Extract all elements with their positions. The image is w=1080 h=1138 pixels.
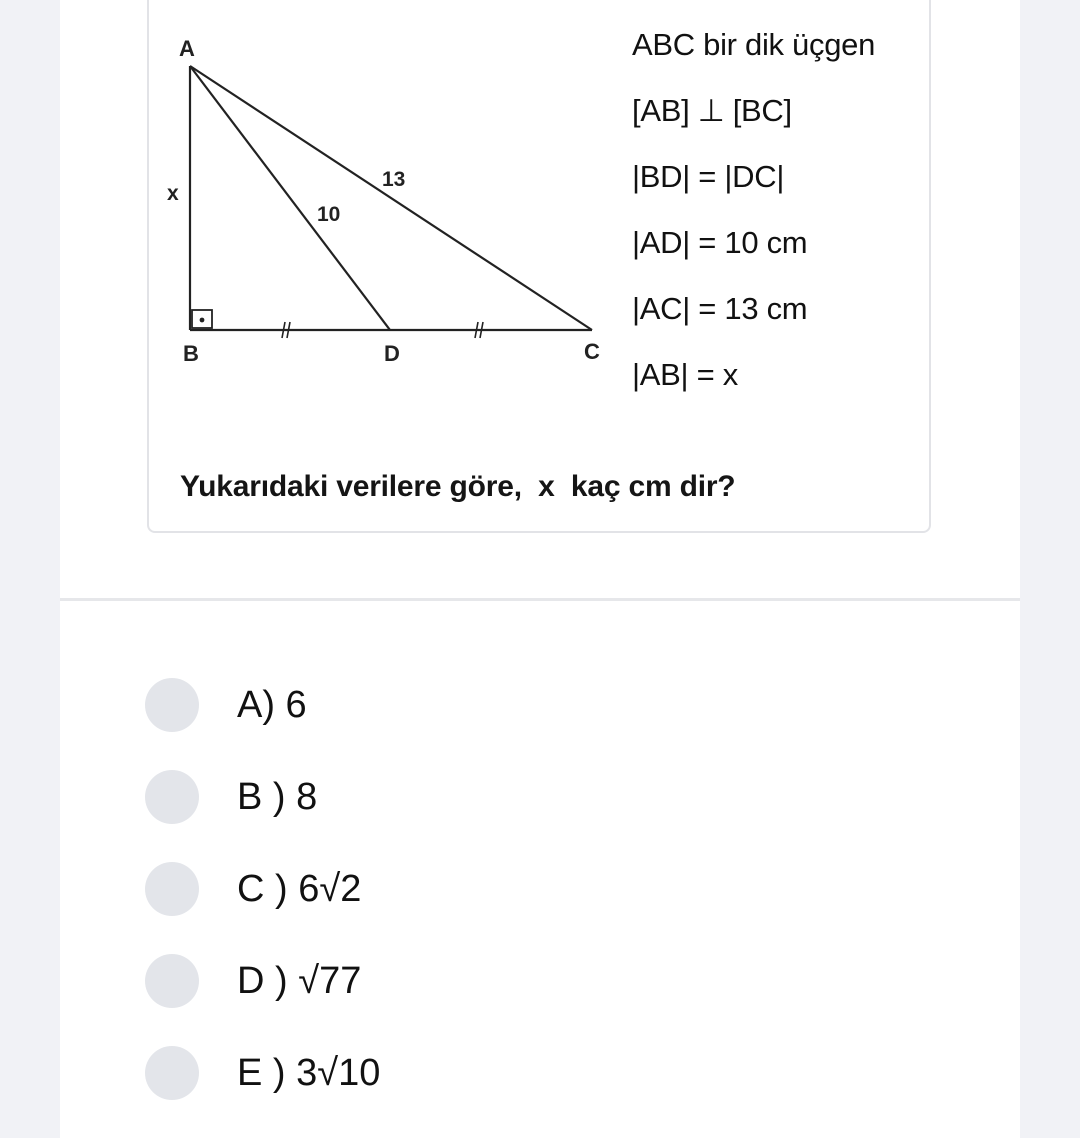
option-label[interactable]: D ) √77 [237, 960, 362, 1002]
side-label-ac: 13 [382, 168, 406, 191]
radio-button[interactable] [145, 862, 199, 916]
given-line: [AB] ⊥ [BC] [632, 93, 792, 128]
given-line: |AD| = 10 cm [632, 225, 808, 260]
vertex-label-b: B [183, 341, 199, 366]
vertex-label-d: D [384, 341, 400, 366]
option-label[interactable]: A) 6 [237, 684, 307, 726]
answer-options [145, 676, 845, 1136]
side-label-ad: 10 [317, 203, 341, 226]
radio-button[interactable] [145, 954, 199, 1008]
given-line: |AB| = x [632, 357, 738, 392]
option-label[interactable]: B ) 8 [237, 776, 318, 818]
option-label[interactable]: E ) 3√10 [237, 1052, 381, 1094]
givens-list [632, 24, 932, 420]
given-line: |AC| = 13 cm [632, 291, 808, 326]
option-e[interactable] [145, 1044, 845, 1136]
given-line: ABC bir dik üçgen [632, 27, 876, 62]
vertex-label-c: C [584, 339, 600, 364]
option-b[interactable] [145, 768, 845, 860]
radio-button[interactable] [145, 1046, 199, 1100]
right-angle-dot [200, 318, 205, 323]
segment-ad [190, 66, 390, 330]
radio-button[interactable] [145, 770, 199, 824]
vertex-label-a: A [179, 36, 195, 61]
given-line: |BD| = |DC| [632, 159, 785, 194]
side-ac [190, 66, 592, 330]
option-d[interactable] [145, 952, 845, 1044]
divider [60, 598, 1020, 601]
option-label[interactable]: C ) 6√2 [237, 868, 362, 910]
question-prompt: Yukarıdaki verilere göre, x kaç cm dir? [180, 470, 736, 503]
radio-button[interactable] [145, 678, 199, 732]
option-c[interactable] [145, 860, 845, 952]
side-label-x: x [167, 182, 179, 205]
option-a[interactable] [145, 676, 845, 768]
